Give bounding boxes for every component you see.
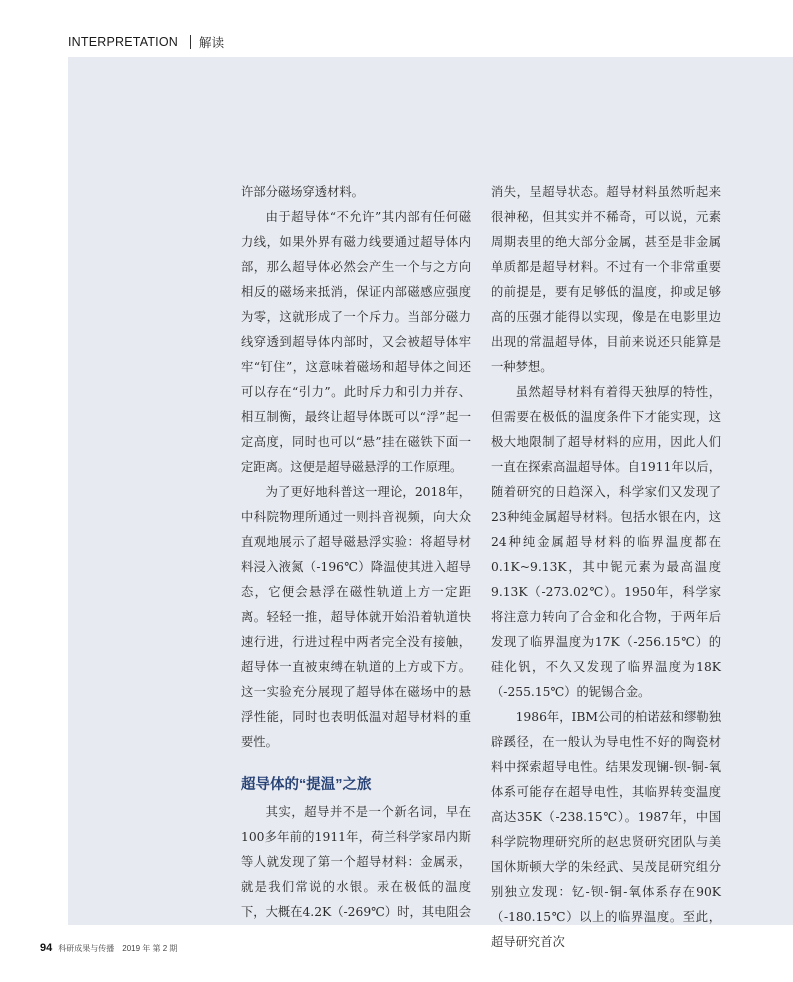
journal-issue: 科研成果与传播 2019 年 第 2 期 [58, 944, 178, 953]
paragraph: 其实，超导并不是一个新名词，早在100多年前的1911年，荷兰科学家昂内斯等人就发现了第一个超导材料：金属汞，就是我们常说的水银。汞在极低的温度下，大概在4.2K（-269℃）时，其电阻会 [241, 805, 471, 919]
header-divider [190, 35, 191, 49]
section-label-cn: 解读 [198, 36, 225, 50]
section-label-en: INTERPRETATION [68, 35, 178, 49]
section-heading: 超导体的“提温”之旅 [241, 777, 372, 793]
page-header [68, 34, 224, 50]
article-column-right [491, 180, 721, 955]
paragraph: 1986年，IBM公司的柏诺兹和缪勒独辟蹊径，在一般认为导电性不好的陶瓷材料中探索超导电性。结果发现镧-钡-铜-氧体系可能存在超导电性，其临界转变温度高达35K（-238.15℃）。1987年，中国科学院物理研究所的赵忠贤研究团队与美国休斯顿大学的朱经武、吴茂昆研究组分别独立发现：钇-钡-铜-氧体系存在90K（-180.15℃）以上的临界温度。至此，超导研究首次 [491, 710, 721, 949]
article-column-left [241, 180, 471, 925]
paragraph: 虽然超导材料有着得天独厚的特性，但需要在极低的温度条件下才能实现，这极大地限制了超导材料的应用，因此人们一直在探索高温超导体。自1911年以后，随着研究的日趋深入，科学家们又发现了23种纯金属超导材料。包括水银在内，这24种纯金属超导材料的临界温度都在0.1K~9.13K，其中铌元素为最高温度9.13K（-273.02℃）。1950年，科学家将注意力转向了合金和化合物，于两年后发现了临界温度为17K（-256.15℃）的硅化钒，不久又发现了临界温度为18K（-255.15℃）的铌锡合金。 [491, 385, 721, 699]
paragraph: 许部分磁场穿透材料。 [241, 185, 364, 199]
page-footer [40, 942, 177, 954]
paragraph: 为了更好地科普这一理论，2018年，中科院物理所通过一则抖音视频，向大众直观地展示了超导磁悬浮实验：将超导材料浸入液氮（-196℃）降温使其进入超导态，它便会悬浮在磁性轨道上方一定距离。轻轻一推，超导体就开始沿着轨道快速行进，行进过程中两者完全没有接触，超导体一直被束缚在轨道的上方或下方。这一实验充分展现了超导体在磁场中的悬浮性能，同时也表明低温对超导材料的重要性。 [241, 485, 471, 749]
paragraph: 由于超导体“不允许”其内部有任何磁力线，如果外界有磁力线要通过超导体内部，那么超导体必然会产生一个与之方向相反的磁场来抵消，保证内部磁感应强度为零，这就形成了一个斥力。当部分磁力线穿透到超导体内部时，又会被超导体牢牢“钉住”，这意味着磁场和超导体之间还可以存在“引力”。此时斥力和引力并存、相互制衡，最终让超导体既可以“浮”起一定高度，同时也可以“悬”挂在磁铁下面一定距离。这便是超导磁悬浮的工作原理。 [241, 210, 471, 474]
page-number: 94 [40, 942, 53, 954]
paragraph: 消失，呈超导状态。超导材料虽然听起来很神秘，但其实并不稀奇，可以说，元素周期表里的绝大部分金属，甚至是非金属单质都是超导材料。不过有一个非常重要的前提是，要有足够低的温度，抑或足够高的压强才能得以实现，像是在电影里边出现的常温超导体，目前来说还只能算是一种梦想。 [491, 185, 721, 374]
